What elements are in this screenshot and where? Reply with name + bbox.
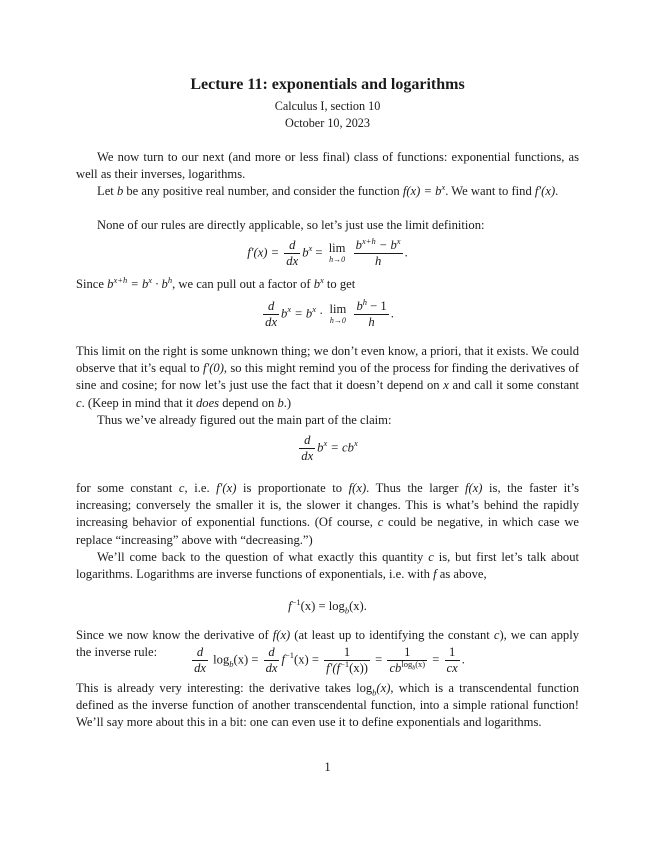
paragraph-inverse-rule: Since we now know the derivative of f(x) (at least up to identifying the constant c), we can apply the inverse rule: (76, 628, 580, 660)
paragraph-unknown-limit: This limit on the right is some unknown thing; we don’t even know, a priori, that it exists. We could observe that it’s equal to f′(0), so this might remind you of the process for finding the derivatives of sine and cosine; for now let’s just use the fact that it doesn’t depend on x and call it some constant c. (Keep in mind that it does depend on b.) (76, 344, 579, 410)
paragraph-claim: Thus we’ve already figured out the main part of the claim: (97, 413, 392, 427)
paragraph-conclusion: This is already very interesting: the derivative takes $\log_b(x)$, which is a transcendental function defined as the inverse function of another transcendental function, into a simple rational function! We’ll say more about this in a bit: one can even use it to define exponentials and logarithms. (76, 681, 580, 730)
equation-proportional: $\frac{d}{dx}$ $b^x = cb^x$ (301, 433, 358, 463)
equation-log-derivative: $\frac{d}{dx}$ $\log_b(x)$ = $\frac{d}{dx}$ $f^{-1}(x)$ = $\frac{1}{f'(f^{-1}(x))}$ = $\frac{1}{cb^{log_b(x)}}$ = $\frac{1}{cx}$ . (194, 645, 465, 675)
page-title: Lecture 11: exponentials and logarithms (190, 76, 465, 93)
paragraph-limit-def: None of our rules are directly applicable, so let’s just use the limit definition: (97, 218, 485, 232)
paragraph-growth: for some constant c, i.e. f′(x) is proportionate to f(x). Thus the larger f(x) is, the faster it’s increasing; conversely the smaller it is, the slower it changes. This is what’s behind the rapidly increasing behavior of exponential functions. (Of course, c could be negative, in which case we replace “increasing” above with “decreasing.”) (76, 481, 579, 547)
course-name: Calculus I, section 10 (274, 99, 381, 113)
equation-derivative-limit: f′(x) = $\frac{d}{dx}$ $b^x$ = lim h→0 $\frac{b^{x+h} - b^x}{h}$ . (247, 235, 408, 268)
equation-factored-limit: $\frac{d}{dx}$ $b^x = b^x$ · lim h→0 $\frac{b^h - 1}{h}$ . (265, 296, 394, 329)
equation-inverse-log: $f^{-1}(x) = \log_b(x)$. (288, 596, 367, 616)
lecture-date: October 10, 2023 (285, 116, 370, 130)
paragraph-intro: We now turn to our next (and more or less final) class of functions: exponential functions, as well as their inverses, logarithms. (76, 150, 579, 182)
paragraph-factor: Since $b^{x+h} = b^x \cdot b^h$, we can pull out a factor of $b^x$ to get (76, 274, 356, 291)
paragraph-setup: Let b be any positive real number, and consider the function $f(x) = b^x$. We want to find f′(x). (97, 181, 559, 198)
page-number: 1 (324, 760, 331, 774)
paragraph-logarithms: We’ll come back to the question of what exactly this quantity c is, but first let’s talk about logarithms. Logarithms are inverse functions of exponentials, i.e. with f as above, (76, 550, 580, 582)
